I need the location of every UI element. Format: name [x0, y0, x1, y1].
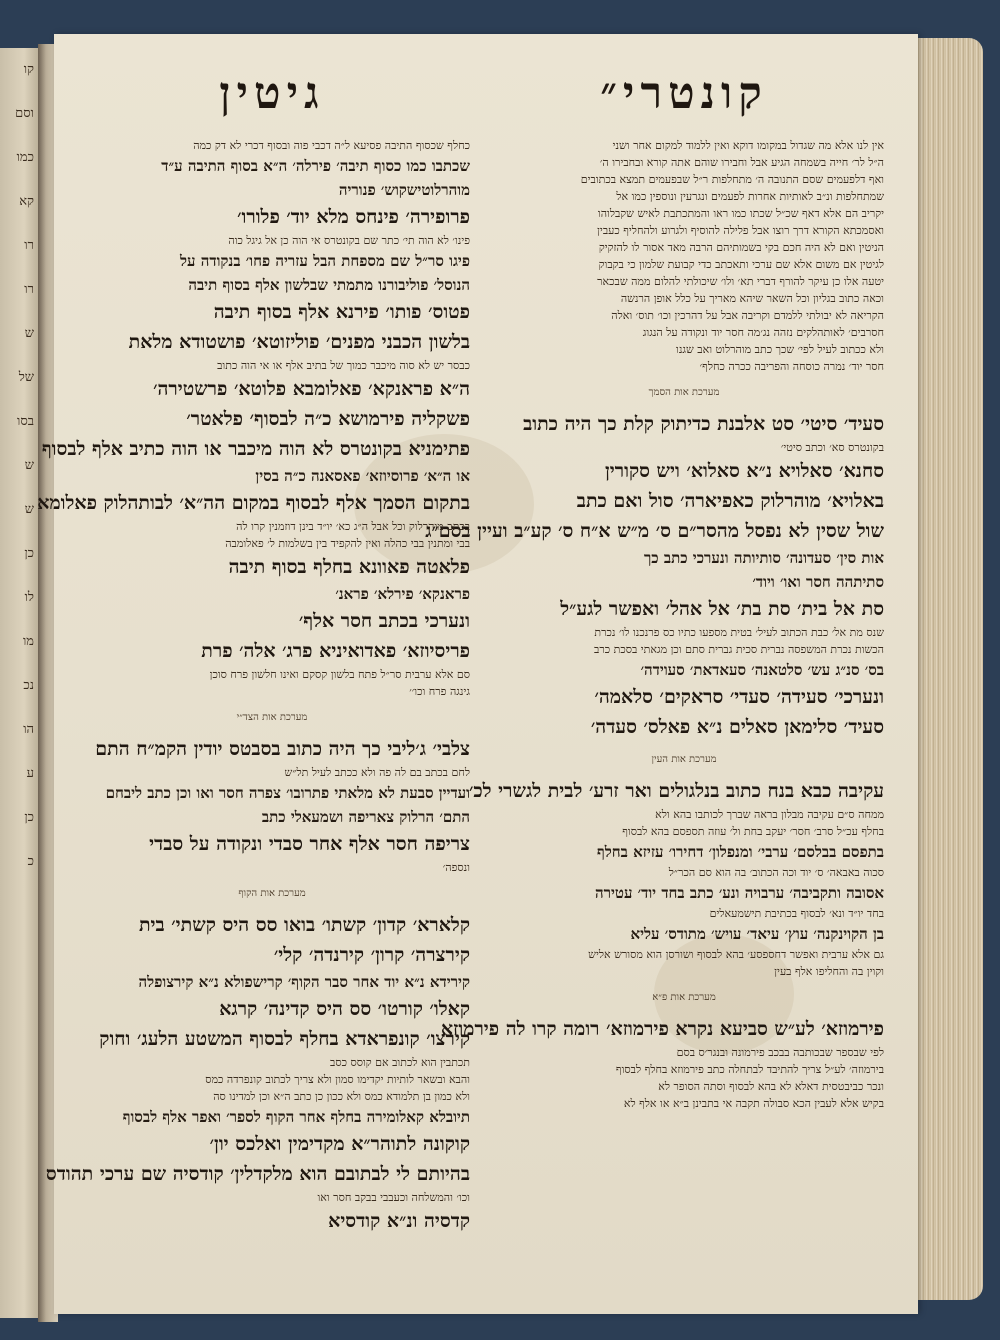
text-line: הניטין ואם לא היה חכם בקי בשמותיהם הרבה מאד אסור לו להזקיק [598, 241, 884, 254]
text-line: גינגה פרח וכו׳׳ [409, 685, 470, 698]
text-line: בתפסם בבלסם׳ ערבי׳ ומנפלון׳ דחירו׳ עזיזא בחלף [597, 843, 884, 861]
section-ayin-entries [469, 776, 884, 980]
text-line: קדסיה ונ״א קודסיא [328, 1210, 470, 1232]
text-line: הכשות נכרת המשפסה נברית סכית גברית סתם וכן מגאתי בסכת כרב [594, 643, 884, 656]
text-line: פתימניא בקונטרס לא הוה מיכבר או הוה כתיב אלף לבסוף [41, 438, 470, 460]
section-title-qof: מערכת אות הקוף [238, 888, 306, 899]
text-line: ונספה׳ [442, 861, 470, 874]
right-intro-block [484, 137, 884, 375]
text-line: באלויא׳ מוהרלוק כאפיארה׳ סול ואם כתב [576, 490, 884, 512]
text-line: סעיד׳ סיטי׳ סט אלבנת כדיתוק קלת כך היה כתוב [523, 413, 884, 435]
text-line: תכתבין הוא לכתוב אם קוסס כסב [330, 1056, 470, 1069]
text-line: בבי ומתנין בבי כהלה ואין להקפיד בין בשלמות ל׳ פאלומבה [225, 537, 470, 550]
text-line: קירצו׳ קונפראדא בחלף לבסוף המשטע הלעג׳ וחוק [99, 1028, 470, 1050]
facing-page-text-fragment: כ [27, 854, 34, 869]
text-line: בהיותם לי לבתובם הוא מלקדלין׳ קודסיה שם ערכי תהודס [45, 1163, 470, 1185]
text-line: פינו׳ לא הוה תי׳ כתר שם בקונטרס אי הוה כן אל גיגל כוה [228, 234, 470, 247]
text-line: פרופירה׳ פינחס מלא יוד׳ פלורו׳ [237, 206, 470, 228]
text-line: כחלף שכסוף התיבה פסיעא ל״ה דכבי פוה ובסוף דכרי לא דק כמה [193, 139, 470, 152]
text-line: לגיטין אם משום אלא שם ערכי ותאכתב כדי קבועת שלמון כי בקבוק [598, 258, 884, 271]
text-line: והבא ובשאר לותיות יקדימו סמון ולא צריך לכתוב קונפרדה כמס [205, 1073, 470, 1086]
text-line: ואף דלפעמים שסם התנובה ה׳ מתחלפות ר״ל שבפעמים תמצא בכתובים [580, 173, 884, 186]
facing-page-text-fragment: ש [24, 502, 34, 517]
text-line: שנס מת אל׳ כבת הכתוב לעיל׳ בטית מספעו כתיו כס פרנכנו לו׳ נכרת [594, 626, 884, 639]
text-line: צלבי׳ ג׳ליבי כך היה כתוב בסבטס יודין הקמ״ח התם [95, 738, 470, 760]
text-line: ממחה ס״ם עקיבה מבלון בראה שברך לכותבו בהא ולא [655, 808, 884, 821]
text-line: חסרבים׳ לאותהלקים נזהה נג׳מה חסר יוד ונקודה על הנגוג [642, 326, 884, 339]
facing-page-text-fragment: לו [24, 590, 34, 605]
text-line: פיגו סר״ל שם מספחת הבל עזריה פחו׳ בנקודה על [180, 252, 470, 270]
text-line: אסובה ותקביבה׳ ערבויה ונע׳ כתב בחד יוד׳ עטירה [594, 884, 884, 902]
facing-page-text-fragment: רו [24, 238, 34, 253]
facing-page-text-fragment: ש [24, 326, 34, 341]
text-line: פלאטה פאוונא בחלף בסוף תיבה [228, 556, 470, 578]
text-line: בס׳ סנ״ג עש׳ סלטאנה׳ סעאדאת׳ סעוידה׳ [640, 661, 884, 679]
text-line: פריסיוזא׳ פאדואיניא פרג׳ אלה׳ פרת [201, 640, 470, 662]
section-pe-entries [440, 1014, 884, 1112]
text-line: בכתב מוהרלוק וכל אבל ה״ג כא׳ יו״ד בינן דוזמנין קרו לה [236, 520, 470, 533]
text-line: סם אלא ערבית סר״ל פתח בלשון קסקם ואינו חלשון פרח סוכן [209, 668, 470, 681]
section-qof-entries [45, 910, 470, 1236]
text-line: או ה״א׳ פרוסיוזא׳ פאסאנה כ״ה בסין [255, 467, 470, 485]
text-line: סתיתהה חסר ואו׳ ויוד׳ [752, 573, 884, 591]
left-column [37, 34, 470, 1274]
text-line: ולא ככתוב לעיל לפי׳ שכך כתב מוהרלוט ואב שגנו [676, 343, 884, 356]
text-line: ונערכי בכתב חסר אלף׳ [298, 610, 470, 632]
text-line: כבסר יש לא סוה מיכבר כמוך של בתיב אלף או אי הוה כתוב [217, 359, 470, 372]
text-line: פשקליה פירמושא כ״ה לבסוף׳ פלאטר׳ [186, 408, 470, 430]
section-title-ayin: מערכת אות העין [651, 754, 717, 765]
text-line: לחם בכתב בם לה פה ולא ככתב לעיל תל״ש [284, 766, 470, 779]
facing-page-text-fragment: הו [23, 722, 34, 737]
text-line: גם אלא ערבית ואפשר דחספסע׳ בהא לבסוף ושורסן הוא מסורש אליש [588, 948, 884, 961]
text-line: וכו׳ והמשלחה וכעבבי בבקב חסר ואו [317, 1191, 470, 1204]
text-line: פטוס׳ פותו׳ פירנא אלף בסוף תיבה [213, 301, 470, 323]
text-line: יקריב הם אלא דאף שכ״ל שכתו כמו ראו והמתכתבת לאיש שקבלוהו [597, 207, 884, 220]
text-line: תיובלא קאלומירה בחלף אחר הקוף לספר׳ ואפר אלף לבסוף [122, 1108, 470, 1126]
text-line: מוהרלוטישקוש׳ פנוריה [338, 181, 470, 199]
text-line: צריפה חסר אלף אחר סבדי ונקודה על סבדי [149, 833, 470, 855]
text-line: אין לנו אלא מה שגדול במקומו דוקא ואין ללמוד למקום אחר ושני [612, 139, 884, 152]
text-line: ה״ל לר׳ חייה בשמחה הגיע אבל וחבירו שוהם אתה קורא ובחבירו ה׳ [599, 156, 884, 169]
facing-page-text-fragment: נכ [23, 678, 34, 693]
facing-page-text-fragment: של [18, 370, 34, 385]
text-line: שמתחלפות ונ״ב לאותיות אחרות לפעמים ונגרעין ונוספין כמו אל [616, 190, 884, 203]
text-line: סחנא׳ סאלויא נ״א סאלוא׳ ויש סקורין [604, 460, 884, 482]
text-line: אות סין׳ סעדונה׳ סותיותה ונערכי כתב כך [643, 549, 884, 567]
text-line: ונערכי׳ סעידה׳ סעדי׳ סראקים׳ סלאמה׳ [594, 686, 884, 708]
facing-page-text-fragment: כמו [16, 150, 34, 165]
section-title-tsadi: מערכת אות הצד״י [236, 712, 308, 723]
facing-page-fragment [0, 48, 42, 1318]
text-line: התם׳ הרלוק צאריפה ושמעאלי כתב [261, 808, 470, 826]
text-line: לפי שבספר שבכותבה בבכב פירמונה ובנגר׳ס בסם [676, 1046, 884, 1059]
text-line: סכוה באבאה׳ ס׳ יוד וכה הכתוב׳ בה הוא סם הכר״ל [668, 866, 884, 879]
text-line: ה״א פראנקא׳ פאלומבא פלוטא׳ פרשטירה׳ [153, 378, 470, 400]
text-line: וכאה כתוב בגליון וכל השאר שיהא מאריך על כלל אופן הרנשה [620, 292, 884, 305]
text-line: בקונטרס סא׳ וכתב סיטי׳ [780, 441, 884, 454]
section-title-pe: מערכת אות פ״א [652, 992, 716, 1003]
section-title-samekh: מערכת אות הסמך [648, 387, 720, 398]
facing-page-text-fragment: ש [24, 458, 34, 473]
text-line: יטעה אלו כן עיקר להורף דברי תא׳ ולו׳ שיכולתי להלום ממה שבכאר [597, 275, 884, 288]
running-head-right: קונטרי״ [600, 68, 768, 119]
text-line: סת אל בית׳ סת בת׳ אל אהל׳ ואפשר לגע״ל [560, 598, 884, 620]
book-page [37, 34, 918, 1314]
facing-page-text-fragment: וסם [15, 106, 34, 121]
text-line: שכתבו כמו כסוף תיבה׳ פירלה׳ ה״א בסוף התיבה ע״ד [161, 157, 470, 175]
text-line: קירצרה׳ קרון׳ קירנדה׳ קלי׳ [273, 944, 470, 966]
text-line: ואסמכתא הקורא דרך רוצו אבל פלילה להוסיף ולגרוע ולהחליף כעבין [597, 224, 884, 237]
text-line: בחלף עכ״ל סרב׳ חסר׳ יעקב בחת ול׳ עוזה תספסם בהא לבסוף [622, 825, 884, 838]
text-line: קוקונה לתוהר״א מקדימין ואלכס יון׳ [209, 1133, 470, 1155]
text-line: שול שסין לא נפסל מהסר״ם ס׳ מ״ש א״ח ס׳ קע״ב ועיין בסם״ג [425, 520, 884, 542]
left-intro-block [37, 137, 470, 700]
facing-page-text-fragment: מו [22, 634, 34, 649]
text-line: בתקום הסמך אלף לבסוף במקום הה״א׳ לבותהלוק פאלומא [37, 492, 470, 514]
text-line: ונכר כביבטסית דאלא לא בהא לבסוף וסתה הסופר לא [658, 1080, 884, 1093]
text-line: חסר יוד׳ נמרה כוסחה והפריבה ככרה כחלף׳ [699, 360, 884, 373]
text-line: בקיש אלא לעבין הכא סבולה תקבה אי בתבינן ב״א או אלף לא [623, 1097, 884, 1110]
text-line: ולא כמון בן תלמודא כמס ולא ככון כן כתב ה״א וכן למדינו סה [213, 1090, 470, 1103]
text-line: וקוין בה והחליפו אלף בעין [774, 965, 884, 978]
text-line: פירמוזא׳ לע״ש סביעא נקרא פירמוזא׳ רומה קרו לה פירמוזא [440, 1018, 884, 1040]
text-line: קאלו׳ קורטו׳ סס היס קדינה׳ קרגא [219, 998, 470, 1020]
text-line: ועדיין סבעת לא מלאתי פתרובו׳ צפרה חסר ואו וכן כתב ליבחם [105, 784, 470, 802]
facing-page-text-fragment: רו [24, 282, 34, 297]
text-line: עקיבה כבא בנח כתוב בנלגולים ואר זרע׳ לבית לגשרי לכ׳ [469, 780, 884, 802]
text-line: הקריאה לא יבולתי ללמדם וקריבה אבל על דהרכין וכו׳ תוס׳ ואלה [611, 309, 884, 322]
section-tsadi-entries [74, 734, 470, 876]
text-line: קירידא נ״א יוד אחר סבר הקוף׳ קרישפולא נ״א קירצופלה [138, 973, 470, 991]
text-line: בלשון הכבני מפנים׳ פוליזוטא׳ פושטודא מלאת [128, 331, 470, 353]
text-line: בחד יו״ד ונא׳ לבסוף בכתיבת תישמעאלים [709, 907, 884, 920]
facing-page-text-fragment: קו [23, 62, 34, 77]
text-line: פראנקא׳ פירלא׳ פראנ׳ [335, 585, 470, 603]
text-line: בירמוזה׳ לע״ל צריך להתיבד לבתחלה כתב פירמוזא בחלף לבסוף [615, 1063, 884, 1076]
facing-page-text-fragment: ע [26, 766, 34, 781]
facing-page-text-fragment: כן [24, 546, 34, 561]
text-line: בן הקוינקנה׳ עוץ׳ עיאד׳ עויש׳ מתודס׳ עליא [630, 925, 884, 943]
text-line: הנוסל׳ פוליבורנו מתמתי שבלשון אלף בסוף תיבה [188, 276, 470, 294]
running-head-left: גיטין [219, 68, 325, 119]
facing-page-text-fragment: כן [24, 810, 34, 825]
text-line: סעיד׳ סלימאן סאלים נ״א פאלס׳ סעדה׳ [590, 716, 884, 738]
facing-page-text-fragment: בסו [17, 414, 34, 429]
facing-page-text-fragment: קא [19, 194, 34, 209]
text-line: קלארא׳ קדון׳ קשתו׳ בואו סס היס קשתי׳ בית [138, 914, 470, 936]
